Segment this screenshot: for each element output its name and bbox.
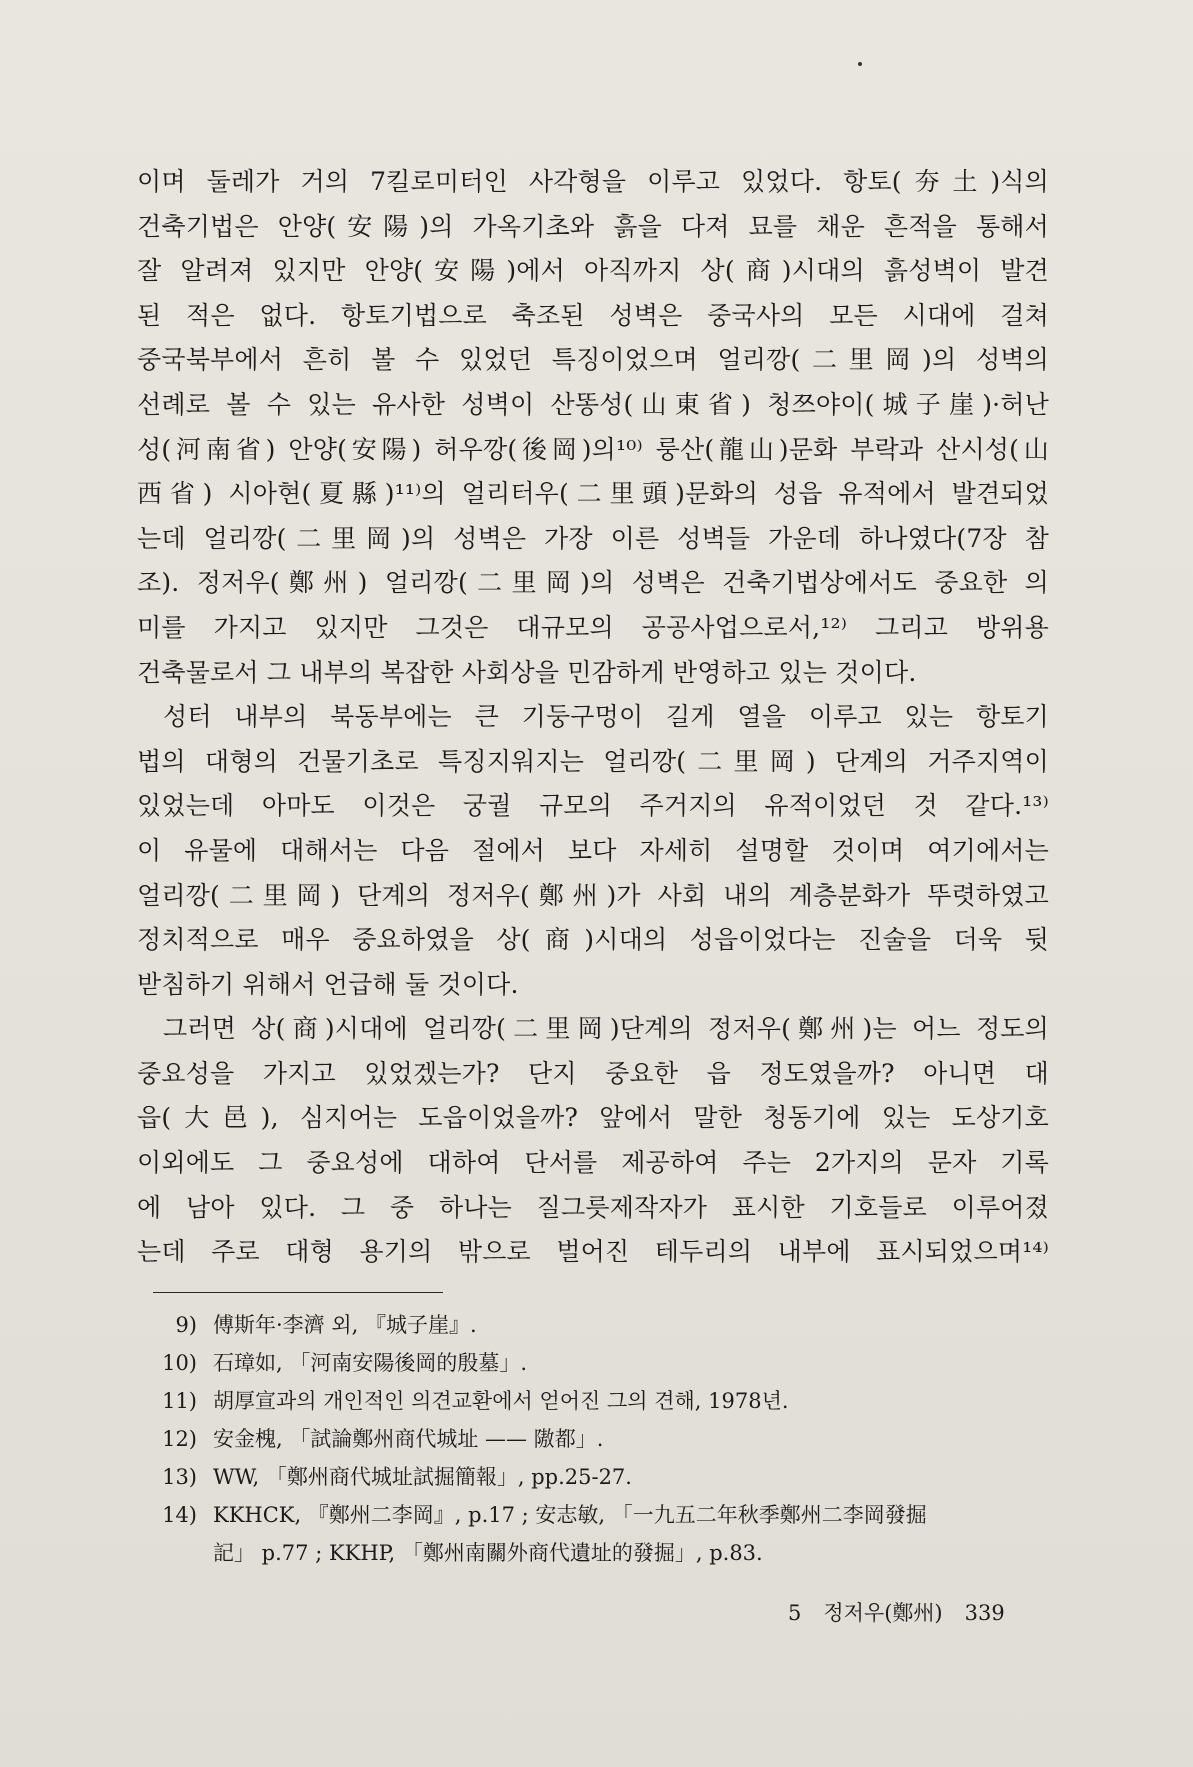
body-line: 얼리깡(二里岡) 단계의 정저우(鄭州)가 사회 내의 계층분화가 뚜렷하였고: [137, 880, 1049, 910]
footnote-divider: [153, 1292, 443, 1293]
footnote-text: 記」 p.77 ; KKHP, 「鄭州南關外商代遺址的發掘」, p.83.: [213, 1541, 763, 1565]
body-line: 조). 정저우(鄭州) 얼리깡(二里岡)의 성벽은 건축기법상에서도 중요한 의: [137, 568, 1049, 598]
footnote-10: [155, 1344, 1055, 1382]
body-line: 건축물로서 그 내부의 복잡한 사회상을 민감하게 반영하고 있는 것이다.: [137, 657, 917, 687]
body-line: 는데 주로 대형 용기의 밖으로 벌어진 테두리의 내부에 표시되었으며¹⁴⁾: [137, 1237, 1049, 1267]
footnote-12: [155, 1420, 1055, 1458]
body-line: 이외에도 그 중요성에 대하여 단서를 제공하여 주는 2가지의 문자 기록: [137, 1148, 1049, 1178]
footnote-13: [155, 1458, 1055, 1496]
running-footer: [788, 1597, 1027, 1627]
body-line: 읍(大邑), 심지어는 도읍이었을까? 앞에서 말한 청동기에 있는 도상기호: [137, 1103, 1049, 1133]
body-line: 미를 가지고 있지만 그것은 대규모의 공공사업으로서,¹²⁾ 그리고 방위용: [137, 612, 1049, 642]
footnote-number: 10): [162, 1351, 197, 1375]
body-line: 받침하기 위해서 언급해 둘 것이다.: [137, 969, 519, 999]
footnote-number: 12): [162, 1427, 197, 1451]
footnote-text: 安金槐, 「試論鄭州商代城址 —— 隞都」.: [213, 1427, 604, 1451]
body-line: 있었는데 아마도 이것은 궁궐 규모의 주거지의 유적이었던 것 같다.¹³⁾: [137, 791, 1049, 821]
footnote-14-continued: [155, 1534, 1055, 1572]
body-line: 성(河南省) 안양(安陽) 허우깡(後岡)의¹⁰⁾ 룽산(龍山)문화 부락과 산시성(山: [137, 434, 1049, 464]
body-line: 중요성을 가지고 있었겠는가? 단지 중요한 읍 정도였을까? 아니면 대: [137, 1058, 1049, 1088]
body-line: 는데 얼리깡(二里岡)의 성벽은 가장 이른 성벽들 가운데 하나였다(7장 참: [137, 523, 1049, 553]
body-line: 성터 내부의 북동부에는 큰 기둥구멍이 길게 열을 이루고 있는 항토기: [163, 702, 1049, 732]
body-line: 에 남아 있다. 그 중 하나는 질그릇제작자가 표시한 기호들로 이루어졌: [137, 1192, 1049, 1222]
footnote-text: WW, 「鄭州商代城址試掘簡報」, pp.25-27.: [213, 1465, 632, 1489]
body-line: 이며 둘레가 거의 7킬로미터인 사각형을 이루고 있었다. 항토(夯土)식의: [137, 167, 1049, 196]
footnotes: [155, 1306, 1055, 1572]
footnote-number: 14): [162, 1503, 197, 1527]
body-line: 잘 알려져 있지만 안양(安陽)에서 아직까지 상(商)시대의 흙성벽이 발견: [137, 256, 1049, 286]
body-text: [137, 160, 1049, 1275]
body-line: 정치적으로 매우 중요하였을 상(商)시대의 성읍이었다는 진술을 더욱 뒷: [137, 925, 1049, 955]
footnote-number: 9): [175, 1313, 197, 1337]
ink-speck: [858, 62, 862, 66]
footnote-number: 13): [162, 1465, 197, 1489]
footnote-number: 11): [162, 1389, 197, 1413]
body-line: 법의 대형의 건물기초로 특징지워지는 얼리깡(二里岡) 단계의 거주지역이: [137, 746, 1049, 776]
chapter-title: 정저우(鄭州): [823, 1601, 943, 1625]
footnote-9: [155, 1306, 1055, 1344]
body-line: 중국북부에서 흔히 볼 수 있었던 특징이었으며 얼리깡(二里岡)의 성벽의: [137, 345, 1049, 375]
footnote-text: 傅斯年·李濟 외, 『城子崖』.: [213, 1313, 477, 1337]
footnote-text: 石璋如, 「河南安陽後岡的殷墓」.: [213, 1351, 528, 1375]
body-line: 이 유물에 대해서는 다음 절에서 보다 자세히 설명할 것이며 여기에서는: [137, 835, 1049, 865]
footnote-text: KKHCK, 『鄭州二李岡』, p.17 ; 安志敏, 「一九五二年秋季鄭州二李岡發掘: [213, 1503, 927, 1527]
footnote-11: [155, 1382, 1055, 1420]
chapter-number: 5: [788, 1601, 802, 1625]
body-line: 된 적은 없다. 항토기법으로 축조된 성벽은 중국사의 모든 시대에 걸쳐: [137, 300, 1049, 330]
body-line: 西省) 시아현(夏縣)¹¹⁾의 얼리터우(二里頭)문화의 성읍 유적에서 발견되었: [137, 479, 1049, 509]
footnote-14: [155, 1496, 1055, 1534]
footnote-text: 胡厚宣과의 개인적인 의견교환에서 얻어진 그의 견해, 1978년.: [213, 1389, 789, 1413]
body-line: 그러면 상(商)시대에 얼리깡(二里岡)단계의 정저우(鄭州)는 어느 정도의: [163, 1014, 1049, 1044]
body-line: 건축기법은 안양(安陽)의 가옥기초와 흙을 다져 묘를 채운 흔적을 통해서: [137, 211, 1049, 241]
page-number: 339: [964, 1601, 1005, 1625]
body-line: 선례로 볼 수 있는 유사한 성벽이 산똥성(山東省) 청쯔야이(城子崖)·허난: [137, 389, 1049, 419]
